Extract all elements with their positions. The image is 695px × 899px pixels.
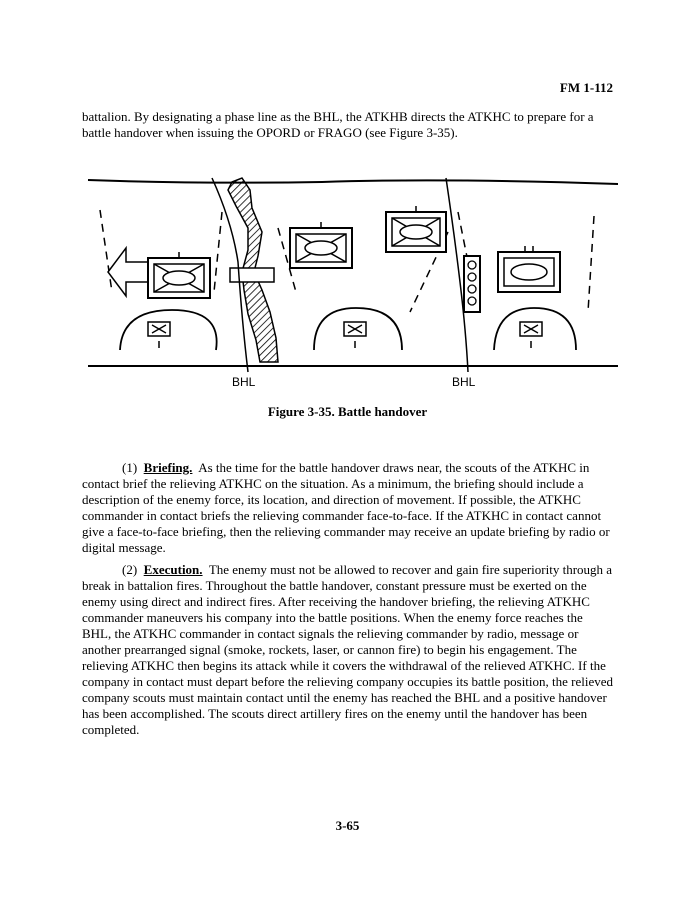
figure-caption: Figure 3-35. Battle handover (267, 404, 428, 419)
attack-helicopter-unit-center (290, 222, 352, 268)
crossing-gap (230, 268, 274, 282)
intro-paragraph: battalion. By designating a phase line as the BHL, the ATKHB directs the ATKHC to prepare for a battle handover when issuing the OPORD or FRAGO (see Figure 3-35). (82, 109, 594, 140)
sector-line (100, 210, 112, 292)
scout-element (464, 256, 480, 312)
sector-line (214, 212, 222, 292)
battle-handover-figure (82, 172, 618, 394)
execution-body: The enemy must not be allowed to recover and gain fire superiority through a break in battalion fires. Throughout the battle handover, constant pressure must be exerted on the enemy using direct and indirect fires. After receiving the handover briefing, the relieving ATKHC commander maneuvers his company into the battle positions. When the enemy force reaches the BHL, the ATKHC commander in contact signals the relieving commander by radio, message or another prearranged signal (smoke, rockets, laser, or cannon fire) to begin his engagement. The relieving ATKHC then begins its attack while it covers the withdrawal of the relieved ATKHC. If the company in contact must depart before the relieving company occupies its battle position, the relieved company scouts must maintain contact until the enemy has reached the BHL and a positive handover has been accomplished. The scouts direct artillery fires on the enemy until the handover has been completed. (82, 562, 614, 737)
bhl-label-left: BHL (232, 375, 256, 389)
bhl-label-right: BHL (452, 375, 476, 389)
execution-paragraph (82, 562, 614, 738)
attack-helicopter-unit-right-upper (386, 206, 446, 252)
top-boundary-line (88, 180, 618, 184)
battle-position-center (314, 308, 402, 350)
briefing-paragraph (82, 460, 614, 556)
armor-unit-right (498, 246, 560, 292)
execution-number: (2) (122, 562, 138, 577)
battle-position-left (120, 310, 217, 350)
briefing-title: Briefing. (143, 460, 193, 475)
page-number: 3-65 (335, 818, 360, 833)
briefing-body: As the time for the battle handover draws near, the scouts of the ATKHC in contact brief the relieving ATKHC on the situation. As a minimum, the briefing should include a description of the enemy force, its location, and direction of movement. If possible, the ATKHC commander in contact briefs the relieving commander face-to-face. If the ATKHC in contact cannot give a face-to-face briefing, then the relieving commander may receive an update briefing by radio or digital message. (82, 460, 610, 555)
battle-position-right (494, 308, 576, 350)
attack-helicopter-unit-left (148, 252, 210, 298)
briefing-number: (1) (122, 460, 138, 475)
document-header: FM 1-112 (559, 80, 613, 95)
sector-line (588, 216, 594, 312)
execution-title: Execution. (143, 562, 203, 577)
